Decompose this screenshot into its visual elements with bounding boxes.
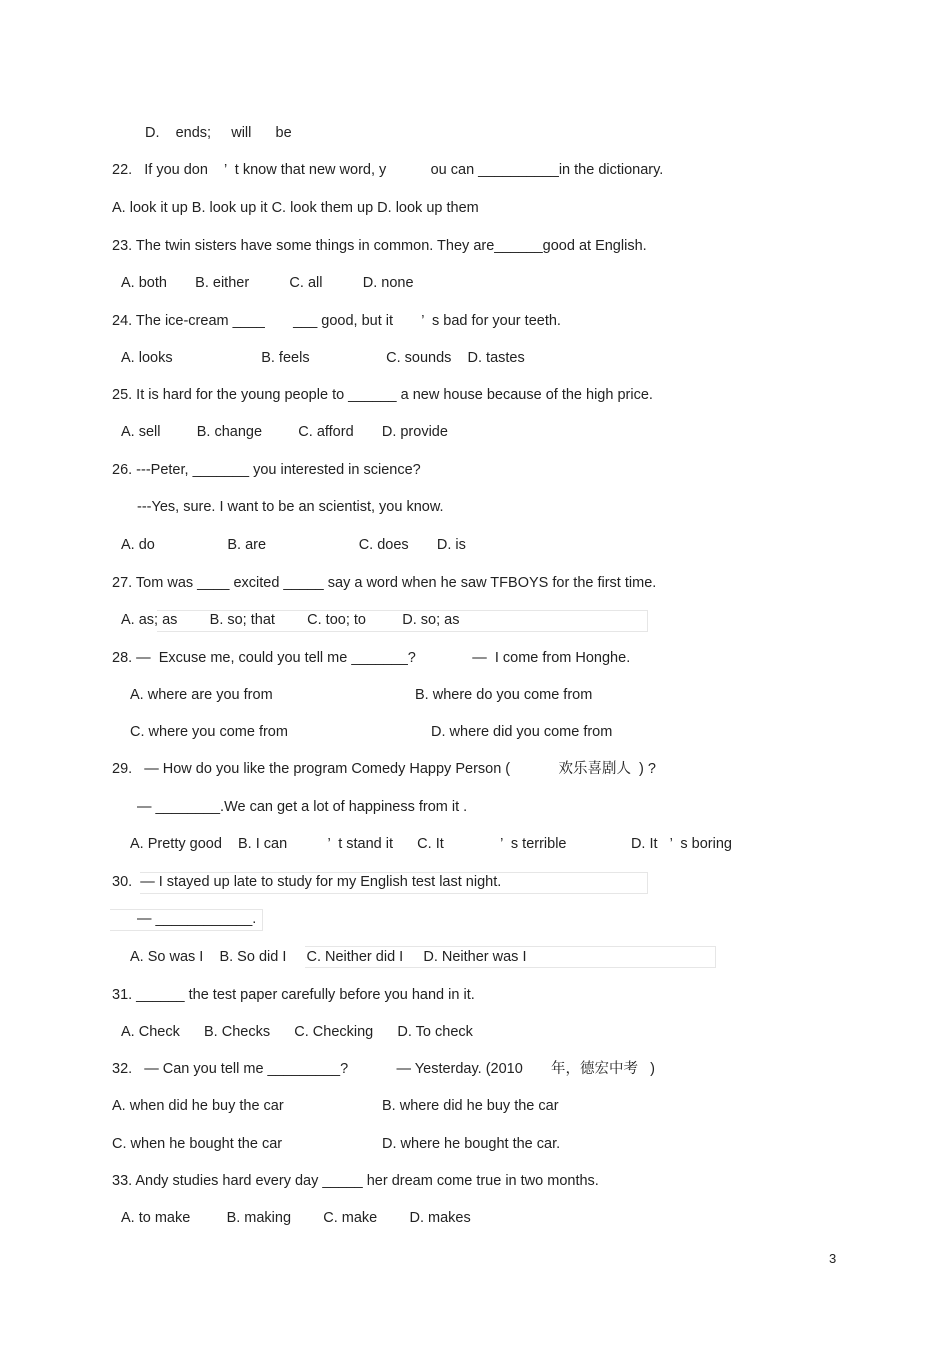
option-32d: D. where he bought the car. [382, 1136, 561, 1152]
question-29-reply: — ________.We can get a lot of happiness from it . [137, 799, 468, 815]
options-23: A. both B. either C. all D. none [121, 275, 414, 291]
options-24: A. looks B. feels C. sounds D. tastes [121, 350, 525, 366]
options-25: A. sell B. change C. afford D. provide [121, 424, 448, 440]
option-28d: D. where did you come from [431, 724, 613, 740]
options-33: A. to make B. making C. make D. makes [121, 1210, 471, 1226]
question-29: 29. — How do you like the program Comedy Happy Person ( 欢乐喜剧人 ) ? [112, 761, 656, 777]
option-28c: C. where you come from [130, 724, 288, 740]
option-28b: B. where do you come from [415, 687, 593, 703]
question-30-reply: — ____________. [137, 911, 257, 927]
question-28: 28. — Excuse me, could you tell me _______? — I come from Honghe. [112, 650, 631, 666]
question-23: 23. The twin sisters have some things in common. They are______good at English. [112, 238, 647, 254]
options-31: A. Check B. Checks C. Checking D. To check [121, 1024, 473, 1040]
question-25: 25. It is hard for the young people to ______ a new house because of the high price. [112, 387, 653, 403]
options-29: A. Pretty good B. I can ’ t stand it C. It ’ s terrible D. It ’ s boring [130, 836, 732, 852]
question-31: 31. ______ the test paper carefully before you hand in it. [112, 987, 475, 1003]
option-line: D. ends; will be [145, 125, 292, 141]
options-30: A. So was I B. So did I C. Neither did I D. Neither was I [130, 949, 527, 965]
question-26: 26. ---Peter, _______ you interested in science? [112, 462, 421, 478]
question-27: 27. Tom was ____ excited _____ say a word when he saw TFBOYS for the first time. [112, 575, 657, 591]
page-number: 3 [829, 1251, 837, 1266]
question-22: 22. If you don ’ t know that new word, y ou can __________in the dictionary. [112, 162, 664, 178]
options-26: A. do B. are C. does D. is [121, 537, 466, 553]
option-32b: B. where did he buy the car [382, 1098, 559, 1114]
option-32a: A. when did he buy the car [112, 1098, 284, 1114]
question-24: 24. The ice-cream ____ ___ good, but it ’ s bad for your teeth. [112, 313, 561, 329]
question-30: 30. — I stayed up late to study for my English test last night. [112, 874, 502, 890]
option-28a: A. where are you from [130, 687, 273, 703]
question-32: 32. — Can you tell me _________? — Yesterday. (2010 年，德宏中考 ) [112, 1061, 655, 1077]
question-26-reply: ---Yes, sure. I want to be an scientist, you know. [137, 499, 444, 515]
question-33: 33. Andy studies hard every day _____ her dream come true in two months. [112, 1173, 599, 1189]
option-32c: C. when he bought the car [112, 1136, 283, 1152]
options-27: A. as; as B. so; that C. too; to D. so; as [121, 612, 460, 628]
options-22: A. look it up B. look up it C. look them up D. look up them [112, 200, 479, 216]
